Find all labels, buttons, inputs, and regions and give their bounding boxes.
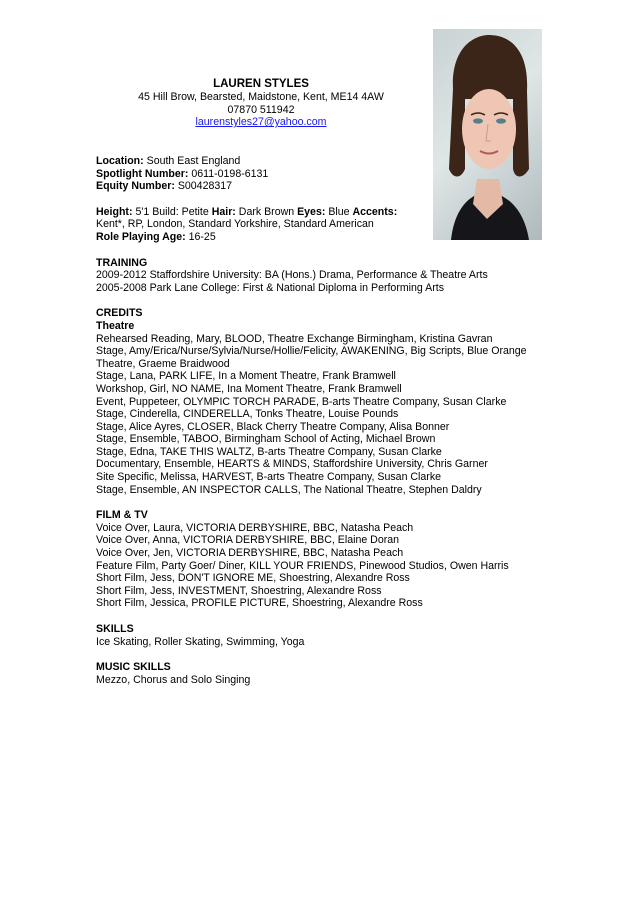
email-link[interactable]: laurenstyles27@yahoo.com bbox=[195, 116, 327, 129]
film-tv-credit: Short Film, Jess, DON'T IGNORE ME, Shoestring, Alexandre Ross bbox=[96, 572, 410, 585]
phone: 07870 511942 bbox=[227, 103, 295, 116]
location-label: Location: bbox=[96, 155, 144, 167]
music-skills-text: Mezzo, Chorus and Solo Singing bbox=[96, 673, 251, 686]
physical-line bbox=[96, 206, 546, 219]
theatre-credit: Stage, Edna, TAKE THIS WALTZ, B-arts Theatre Company, Susan Clarke bbox=[96, 445, 442, 458]
theatre-credit: Theatre, Graeme Braidwood bbox=[96, 357, 230, 370]
credits-heading: CREDITS bbox=[96, 307, 143, 320]
accents-value: Kent*, RP, London, Standard Yorkshire, Standard American bbox=[96, 218, 374, 231]
film-tv-credit: Voice Over, Anna, VICTORIA DERBYSHIRE, BBC, Elaine Doran bbox=[96, 534, 400, 547]
accents-label: Accents: bbox=[352, 205, 398, 218]
training-item: 2009-2012 Staffordshire University: BA (Hons.) Drama, Performance & Theatre Arts bbox=[96, 269, 488, 282]
eyes-label: Eyes: bbox=[297, 205, 326, 218]
equity-value: S00428317 bbox=[177, 180, 233, 193]
training-item: 2005-2008 Park Lane College: First & National Diploma in Performing Arts bbox=[96, 281, 445, 294]
location-value: South East England bbox=[146, 155, 241, 167]
location-line bbox=[96, 155, 546, 168]
film-tv-credit: Short Film, Jess, INVESTMENT, Shoestring, Alexandre Ross bbox=[96, 584, 382, 597]
theatre-credit: Workshop, Girl, NO NAME, Ina Moment Theatre, Frank Bramwell bbox=[96, 382, 402, 395]
address: 45 Hill Brow, Bearsted, Maidstone, Kent, ME14 4AW bbox=[138, 91, 384, 103]
film-tv-credit: Short Film, Jessica, PROFILE PICTURE, Shoestring, Alexandre Ross bbox=[96, 597, 423, 610]
hair-value: Dark Brown bbox=[238, 205, 295, 218]
equity-label: Equity Number: bbox=[96, 180, 175, 193]
spotlight-label: Spotlight Number: bbox=[96, 167, 189, 180]
actor-name: LAUREN STYLES bbox=[213, 78, 309, 90]
age-label: Role Playing Age: bbox=[96, 230, 186, 243]
film-tv-heading: FILM & TV bbox=[96, 509, 148, 522]
cv-header bbox=[96, 77, 426, 129]
film-tv-credit: Feature Film, Party Goer/ Diner, KILL YOUR FRIENDS, Pinewood Studios, Owen Harris bbox=[96, 559, 509, 572]
height-label: Height: bbox=[96, 205, 133, 218]
build-label: Build: bbox=[152, 205, 179, 218]
theatre-credit: Event, Puppeteer, OLYMPIC TORCH PARADE, B-arts Theatre Company, Susan Clarke bbox=[96, 395, 507, 408]
height-value: 5'1 bbox=[135, 205, 150, 218]
age-line bbox=[96, 231, 546, 244]
spotlight-line bbox=[96, 168, 546, 181]
training-heading: TRAINING bbox=[96, 256, 148, 269]
theatre-credit: Stage, Ensemble, AN INSPECTOR CALLS, The National Theatre, Stephen Daldry bbox=[96, 483, 482, 496]
theatre-credit: Rehearsed Reading, Mary, BLOOD, Theatre Exchange Birmingham, Kristina Gavran bbox=[96, 332, 493, 345]
cv-body bbox=[96, 155, 546, 686]
theatre-credit: Stage, Cinderella, CINDERELLA, Tonks Theatre, Louise Pounds bbox=[96, 408, 399, 421]
film-tv-credit: Voice Over, Jen, VICTORIA DERBYSHIRE, BBC, Natasha Peach bbox=[96, 547, 404, 560]
music-skills-heading: MUSIC SKILLS bbox=[96, 661, 171, 674]
equity-line bbox=[96, 180, 546, 193]
theatre-credit: Stage, Alice Ayres, CLOSER, Black Cherry Theatre Company, Alisa Bonner bbox=[96, 420, 450, 433]
theatre-credit: Stage, Amy/Erica/Nurse/Sylvia/Nurse/Hollie/Felicity, AWAKENING, Big Scripts, Blue Orange bbox=[96, 345, 527, 358]
eyes-value: Blue bbox=[328, 205, 350, 218]
film-tv-credit: Voice Over, Laura, VICTORIA DERBYSHIRE, BBC, Natasha Peach bbox=[96, 521, 414, 534]
theatre-subheading: Theatre bbox=[96, 319, 135, 332]
theatre-credit: Stage, Ensemble, TABOO, Birmingham School of Acting, Michael Brown bbox=[96, 433, 436, 446]
hair-label: Hair: bbox=[211, 205, 236, 218]
skills-text: Ice Skating, Roller Skating, Swimming, Yoga bbox=[96, 635, 305, 648]
build-value: Petite bbox=[181, 205, 209, 218]
theatre-credit: Stage, Lana, PARK LIFE, In a Moment Theatre, Frank Bramwell bbox=[96, 370, 396, 383]
theatre-credit: Documentary, Ensemble, HEARTS & MINDS, Staffordshire University, Chris Garner bbox=[96, 458, 488, 471]
skills-heading: SKILLS bbox=[96, 623, 134, 635]
theatre-credit: Site Specific, Melissa, HARVEST, B-arts Theatre Company, Susan Clarke bbox=[96, 471, 442, 484]
spotlight-value: 0611-0198-6131 bbox=[191, 167, 269, 180]
age-value: 16-25 bbox=[188, 230, 216, 243]
